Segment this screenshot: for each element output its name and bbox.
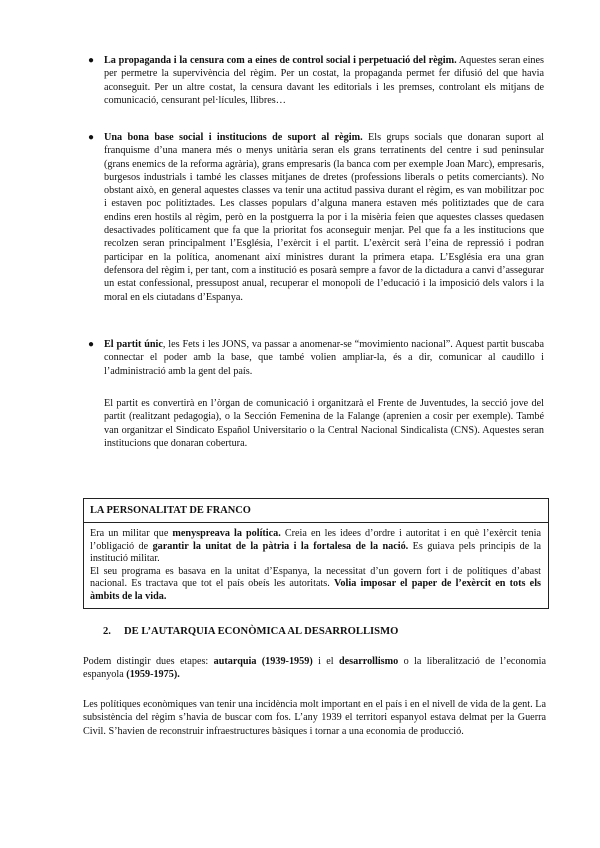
box-text: Creia en les idees d’ordre i autoritat i en què l’exèrcit tenia l’obligació de: [90, 528, 541, 552]
bullet-paragraph: [104, 131, 544, 304]
box-body: [90, 528, 541, 604]
box-bold-text: menyspreava la política.: [172, 528, 281, 539]
bullet-dot: ●: [88, 339, 95, 350]
box-text: El seu programa es basava en la unitat d’Espanya, la necessitat d’un govern fort i de polítiques d’abast nacional. Es tractava que tot el país obeís les autoritats.: [90, 565, 541, 590]
box-bold-text: Volia imposar el paper de l’exèrcit en tots els àmbits de la vida.: [90, 578, 541, 602]
bullet-text: Aquestes seran eines per permetre la supervivència del règim. Per un costat, la propaganda permet fer difusió del que havia aconseguit. Per un altre costat, la censura davant les editorials i les premses, controlant els mitjans de comunicació, censurant pel·lícules, llibres…: [104, 55, 544, 106]
box-divider: [84, 522, 548, 523]
franco-personality-box: [83, 498, 549, 609]
box-paragraph-2: [90, 566, 541, 604]
box-text: Era un militar que: [90, 528, 173, 539]
section-heading: [103, 626, 398, 637]
bullet-dot: ●: [88, 132, 95, 143]
bullet-heading: Una bona base social i institucions de suport al règim.: [104, 132, 363, 143]
intro-paragraph: [83, 655, 546, 682]
para-bold-text: autarquia (1939-1959): [213, 656, 313, 667]
bullet-item-partit-unic: [88, 338, 544, 378]
para-bold-text: (1959-1975).: [126, 669, 180, 681]
box-title: LA PERSONALITAT DE FRANCO: [90, 505, 251, 516]
partit-paragraph-block: [104, 397, 544, 450]
section-number: 2.: [103, 626, 111, 637]
box-text: Es guiava pels principis de la institució militar.: [90, 540, 542, 565]
policies-paragraph-block: [83, 698, 546, 738]
intro-paragraph-block: [83, 655, 546, 682]
bullet-paragraph: [104, 338, 544, 378]
policies-paragraph: Les polítiques econòmiques van tenir una incidència molt important en el país i en el nivell de vida de la gent. La subsistència del règim s’havia de buscar com fos. L’any 1939 el territori espanyol estava delmat per la Guerra Civil. S’havien de reconstruir infraestructures bàsiques i tornar a una economia de producció.: [83, 699, 546, 737]
bullet-dot: ●: [88, 55, 95, 66]
bullet-paragraph: [104, 54, 544, 107]
partit-paragraph: El partit es convertirà en l’òrgan de comunicació i organitzarà el Frente de Juventudes, la secció jove del partit (realitzant pedagogia), o la Sección Femenina de la Falange (aprenien a cosir per exemple). També van organitzar el Sindicato Español Universitario o la Central Nacional Sindicalista (CNS). Aquestes seran institucions que donaran cobertura.: [104, 398, 544, 449]
bullet-item-base-social: [88, 131, 544, 304]
box-paragraph-1: [90, 528, 541, 566]
section-title: DE L’AUTARQUIA ECONÒMICA AL DESARROLLISMO: [124, 626, 399, 637]
bullet-heading: La propaganda i la censura com a eines de control social i perpetuació del règim.: [104, 55, 457, 66]
bullet-text: , les Fets i les JONS, va passar a anomenar-se “movimiento nacional”. Aquest partit buscaba connectar el poder amb la base, que també volien ampliar-la, és a dir, comunicar al caudillo i l’administració amb la gent del país.: [104, 339, 544, 377]
para-bold-text: desarrollismo: [338, 656, 399, 667]
box-bold-text: garantir la unitat de la pàtria i la fortalesa de la nació.: [152, 540, 409, 552]
bullet-heading: El partit únic: [104, 339, 163, 350]
bullet-item-propaganda: [88, 54, 544, 107]
para-text: o la liberalització de l’economia espanyola: [83, 656, 547, 681]
para-text: i el: [312, 656, 339, 667]
bullet-text: Els grups socials que donaran suport al franquisme d’una manera més o menys unitària seran els grans terratinents del centre i sud peninsular (grans enemics de la reforma agrària), grans empresaris (la banca com per exemple Joan Marc), empresaris, burgesos industrials i també les classes mitjanes de dretes (professions liberals o petits comerciants). No obstant això, en general aquestes classes va tenir una actitud passiva durant el règim, es van mobilitzar poc i estaven poc politiztades. Les classes populars d’alguna manera estaven més politiztades que de cara endins eren hostils al règim, però en la postguerra la por i la misèria feien que aquestes classes quedasen desactivades políticament que fa que la prioritat fos aconseguir menjar. Pel que fa a les institucions que recolzen seran principalment l’Església, l’exèrcit i el partit. L’exèrcit serà l’eina de repressió i podran participar en la política, anomenant així ministres durant la primera etapa. L’Església era una gran defensora del règim i, per tant, com a institució es posarà sempre a favor de la dictadura a canvi d’assegurar un estat confessional, pressupost anual, recuperar el monopoli de l’educació i la imposició dels valors i la moral en els ciutadans d’Espanya.: [104, 132, 544, 303]
para-text: Podem distingir dues etapes:: [83, 656, 214, 667]
